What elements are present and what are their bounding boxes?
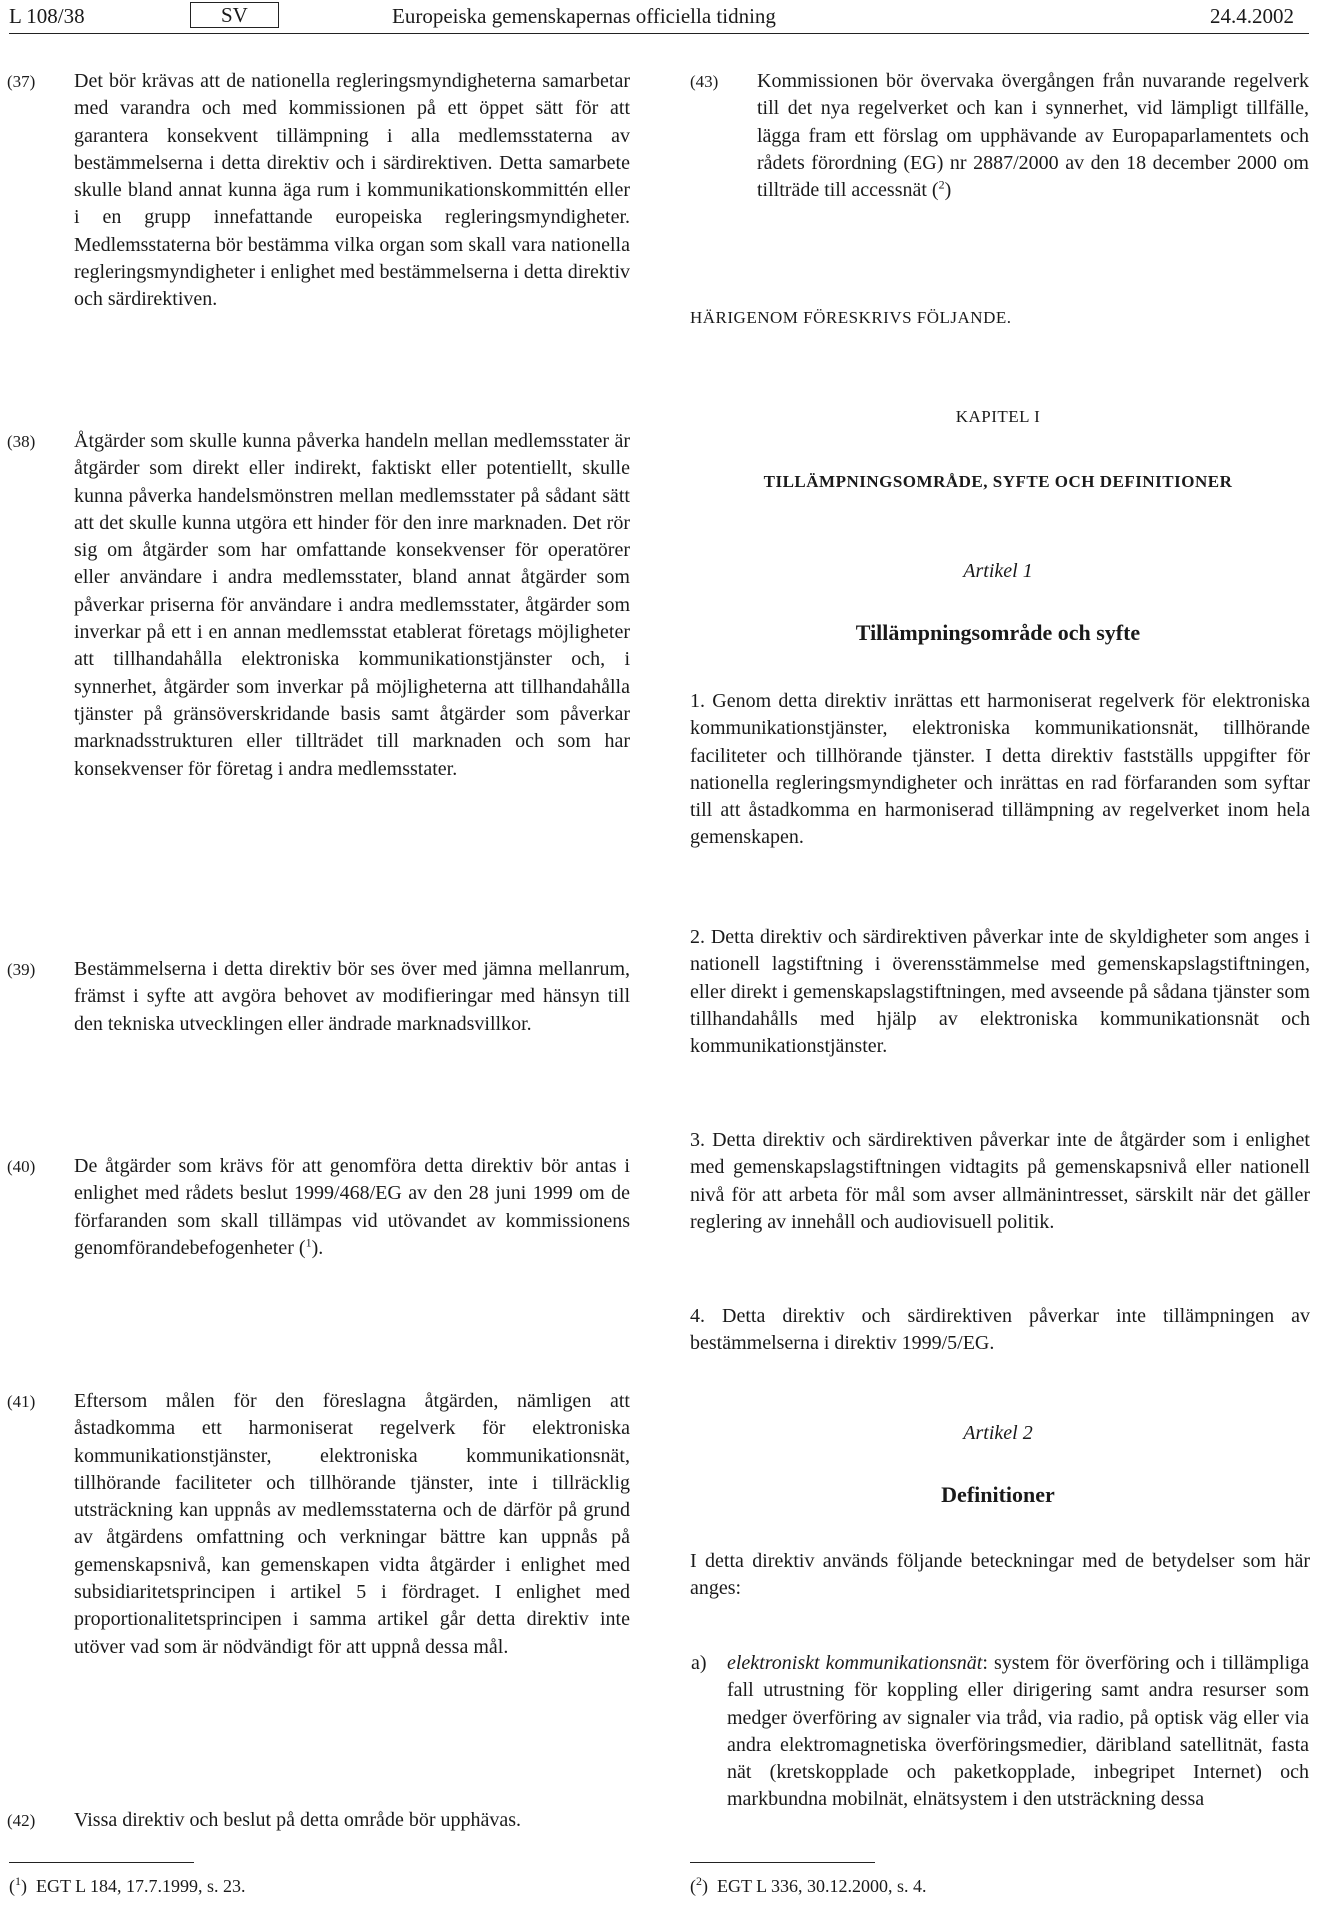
article-1-label: Artikel 1 — [963, 560, 1033, 582]
recital-text-tail: ) — [944, 179, 952, 202]
recital-39 — [7, 956, 630, 1038]
recital-text: Det bör krävas att de nationella regleringsmyndigheterna samarbetar med varandra och med kommissionen på ett öppet sätt för att garantera konsekvent tillämpning i alla medlemsstaterna av bestämmelserna i detta direktiv och i särdirektiven. Detta samarbete skulle bland annat kunna äga rum i kommunikationskommittén eller i en grupp innefattande europeiska regleringsmyndigheter. Medlemsstaterna bör bestämma vilka organ som skall vara nationella regleringsmyndigheter i enlighet med bestämmelserna i detta direktiv och särdirektiven. — [74, 70, 630, 311]
article-1-para-4: 4. Detta direktiv och särdirektiven påverkar inte tillämpningen av bestämmelserna i direktiv 1999/5/EG. — [690, 1305, 1310, 1355]
definition-item-a — [691, 1650, 1309, 1814]
footnote-ref: 1 — [305, 1235, 312, 1250]
article-2-title: Definitioner — [941, 1482, 1055, 1507]
defined-term: elektroniskt kommunikationsnät — [727, 1652, 983, 1674]
recital-41 — [7, 1388, 630, 1661]
footnote-rule-right — [690, 1862, 875, 1863]
publication-date: 24.4.2002 — [1210, 4, 1294, 28]
footnote-rule-left — [9, 1862, 194, 1863]
recital-number: (40) — [7, 1157, 36, 1176]
footnote-ref: 2 — [938, 177, 945, 192]
recital-number: (39) — [7, 960, 36, 979]
recital-38 — [7, 428, 630, 783]
recital-text-tail: ). — [311, 1236, 324, 1259]
recital-text: Bestämmelserna i detta direktiv bör ses över med jämna mellanrum, främst i syfte att avgöra behovet av modifieringar med hänsyn till den tekniska utvecklingen eller ändrade marknadsvillkor. — [74, 958, 630, 1035]
article-1-para-2: 2. Detta direktiv och särdirektiven påverkar inte de skyldigheter som anges i nationell lagstiftning i överensstämmelse med gemenskapslagstiftningen, eller direkt i gemenskapslagstiftningen, med avseende på sådana tjänster som tillhandahålls med hjälp av elektroniska kommunikationsnät och kommunikationstjänster. — [690, 926, 1310, 1058]
recital-number: (37) — [7, 72, 36, 91]
article-1-para-3: 3. Detta direktiv och särdirektiven påverkar inte de åtgärder som i enlighet med gemenskapslagstiftningen vidtagits på gemenskapsnivå eller nationell nivå för att arbeta för mål som avser allmänintresset, särskilt när det gäller reglering av innehåll och audiovisuell politik. — [690, 1129, 1310, 1233]
recital-number: (43) — [690, 72, 719, 91]
recital-text: Eftersom målen för den föreslagna åtgärden, nämligen att åstadkomma ett harmoniserat regelverk för elektroniska kommunikationstjänster, elektroniska kommunikationsnät, tillhörande faciliteter och tillhörande tjänster, inte i tillräcklig utsträckning kan uppnås av medlemsstaterna och de därför på grund av åtgärdens omfattning och verkningar bättre kan uppnås på gemenskapsnivå, kan gemenskapen vidta åtgärder i enlighet med subsidiaritetsprincipen i artikel 5 i fördraget. I enlighet med proportionalitetsprincipen i samma artikel går detta direktiv inte utöver vad som är nödvändigt för att uppnå dessa mål. — [74, 1390, 630, 1658]
article-2-label: Artikel 2 — [963, 1422, 1033, 1444]
recital-43 — [690, 68, 1309, 204]
recital-42 — [7, 1807, 630, 1834]
article-1-para-1: 1. Genom detta direktiv inrättas ett harmoniserat regelverk för elektroniska kommunikationstjänster, elektroniska kommunikationsnät, tillhörande faciliteter och tillhörande tjänster. I detta direktiv fastställs uppgifter för nationella regleringsmyndigheter och inrättas en rad förfaranden som syftar till att åstadkomma en harmoniserad tillämpning av regelverket inom hela gemenskapen. — [690, 690, 1310, 849]
recital-text: De åtgärder som krävs för att genomföra detta direktiv bör antas i enlighet med rådets beslut 1999/468/EG av den 28 juni 1999 om de förfaranden som skall tillämpas vid utövandet av kommissionens genomförandebefogenheter ( — [74, 1155, 630, 1259]
language-code: SV — [190, 2, 279, 28]
footnote-text: EGT L 184, 17.7.1999, s. 23. — [36, 1876, 246, 1896]
chapter-title: TILLÄMPNINGSOMRÅDE, SYFTE OCH DEFINITIONER — [763, 472, 1233, 491]
page-header — [0, 0, 1317, 30]
recital-text: Vissa direktiv och beslut på detta område bör upphävas. — [74, 1809, 522, 1831]
header-rule — [9, 33, 1309, 34]
item-label: a) — [691, 1652, 707, 1674]
recital-number: (41) — [7, 1392, 36, 1411]
footnote-mark: 1 — [15, 1874, 21, 1888]
footnote-1: ($^1$) EGT L 184, 17.7.1999, s. 23. — [9, 1874, 246, 1896]
article-1-title: Tillämpningsområde och syfte — [855, 620, 1141, 645]
footnote-2: ($^2$) EGT L 336, 30.12.2000, s. 4. — [690, 1874, 927, 1896]
recital-number: (42) — [7, 1811, 36, 1830]
chapter-label: KAPITEL I — [955, 407, 1041, 426]
article-2-intro: I detta direktiv används följande beteckningar med de betydelser som här anges: — [690, 1550, 1310, 1600]
journal-title: Europeiska gemenskapernas officiella tidning — [392, 4, 776, 28]
footnote-mark: 2 — [696, 1874, 702, 1888]
enacting-formula: HÄRIGENOM FÖRESKRIVS FÖLJANDE. — [690, 308, 1012, 327]
recital-number: (38) — [7, 432, 36, 451]
recital-text: Kommissionen bör övervaka övergången från nuvarande regelverk till det nya regelverket och kan i synnerhet, vid lämpligt tillfälle, lägga fram ett förslag om upphävande av Europaparlamentets och rådets förordning (EG) nr 2887/2000 av den 18 december 2000 om tillträde till accessnät ( — [757, 70, 1309, 202]
page-reference: L 108/38 — [9, 4, 85, 28]
recital-text: Åtgärder som skulle kunna påverka handeln mellan medlemsstater är åtgärder som direkt eller indirekt, faktiskt eller potentiellt, skulle kunna påverka handelsmönstren mellan medlemsstater på sådant sätt att det skulle kunna utgöra ett hinder för den inre marknaden. Det rör sig om åtgärder som har omfattande konsekvenser för operatörer eller användare i andra medlemsstater, bland annat åtgärder som påverkar priserna för användare i andra medlemsstater, åtgärder som inverkar på ett i en annan medlemsstat etablerat företags möjligheter att tillhandahålla elektroniska kommunikationstjänster och, i synnerhet, åtgärder som inverkar på möjligheterna att tillhandahålla tjänster på gränsöverskridande basis samt åtgärder som påverkar marknadsstrukturen eller tillträdet till marknaden och som har konsekvenser för företag i andra medlemsstater. — [74, 430, 630, 780]
recital-37 — [7, 68, 630, 314]
footnote-text: EGT L 336, 30.12.2000, s. 4. — [717, 1876, 927, 1896]
definition-text: : system för överföring och i tillämpliga fall utrustning för koppling eller dirigering samt andra resurser som medger överföring av signaler via tråd, via radio, på optisk väg eller via andra elektromagnetiska överföringsmedier, däribland satellitnät, fasta nät (kretskopplade och paketkopplade, inbegripet Internet) och markbundna mobilnät, elnätsystem i den utsträckning dessa — [727, 1652, 1309, 1811]
recital-40 — [7, 1153, 630, 1262]
